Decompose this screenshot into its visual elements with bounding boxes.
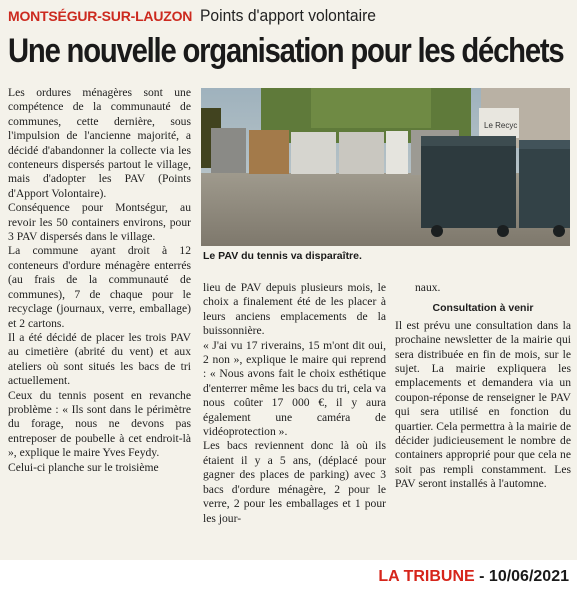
paragraph: Conséquence pour Montségur, au revoir les 50 containers environs, pour 3 PAV dispersés dans le village. [8, 201, 191, 244]
publication-date: - 10/06/2021 [479, 568, 569, 585]
paragraph: Ceux du tennis posent en revanche problème : « Ils sont dans le périmètre du forage, nous ne devons pas entreposer de poubelle à cet endroit-là », explique le maire Yves Feydy. [8, 388, 191, 460]
source-footer [378, 568, 569, 586]
photo-caption: Le PAV du tennis va disparaître. [203, 250, 362, 262]
paragraph: lieu de PAV depuis plusieurs mois, le choix a finalement été de les placer à leurs anciens emplacements de la buissonnière. [203, 281, 386, 338]
photo-illustration [201, 88, 570, 246]
publication-name: LA TRIBUNE [378, 568, 475, 585]
paragraph: Les bacs reviennent donc là où ils étaient il y a 5 ans, (déplacé pour gagner des places de parking) avec 3 bacs d'ordure ménagère, 2 pour le verre, 2 pour les emballages et 1 pour les jour- [203, 439, 386, 525]
paragraph: Celui-ci planche sur le troisième [8, 460, 159, 474]
kicker-location: MONTSÉGUR-SUR-LAUZON [8, 8, 193, 24]
article-photo [201, 88, 570, 246]
paragraph: La commune ayant droit à 12 conteneurs d'ordure ménagère enterrés (au frais de la communauté de communes), 7 de chaque pour le recyclage (journaux, verre, emballage) et 2 cartons. [8, 244, 191, 330]
paragraph: Il a été décidé de placer les trois PAV au cimetière (abrité du vent) et aux ateliers où sont situés les bacs de tri actuellement. [8, 330, 191, 388]
headline: Une nouvelle organisation pour les déchets [8, 32, 564, 70]
paragraph: « J'ai vu 17 riverains, 15 m'ont dit oui, 2 non », explique le maire qui reprend : « Nous avons fait le choix esthétique d'enterrer même les bacs du tri, cela va nous coûter 17 000 €, il y aura également une caméra de vidéoprotection ». [203, 338, 386, 439]
paragraph: Il est prévu une consultation dans la prochaine newsletter de la mairie qui sera distribuée en fin de mois, sur le sujet. La mairie expliquera les emplacements et demandera via un coupon-réponse de renseigner le PAV qui sera utilisé en fonction du quartier. Cela permettra à la mairie de décider judicieusement le nombre de containers approprié pour que cela ne soit pas rempli constamment. Les PAV seront installés à l'automne. [395, 318, 571, 491]
section-subhead: Consultation à venir [432, 302, 534, 315]
article-column-3 [395, 281, 571, 547]
photo-sign-text: Le Recyc [484, 121, 518, 130]
kicker-topic: Points d'apport volontaire [200, 6, 377, 25]
article-column-1 [8, 86, 191, 504]
paragraph: Les ordures ménagères sont une compétence de la communauté de communes, cette dernière, sous l'impulsion de l'ancienne majorité, a décidé d'abandonner la collecte via les conteneurs dispersés partout le village, mais d'adopter les PAV (Points d'Apport Volontaire). [8, 86, 191, 200]
kicker [8, 6, 392, 28]
paragraph: naux. [415, 281, 441, 294]
article-column-2 [203, 281, 386, 547]
